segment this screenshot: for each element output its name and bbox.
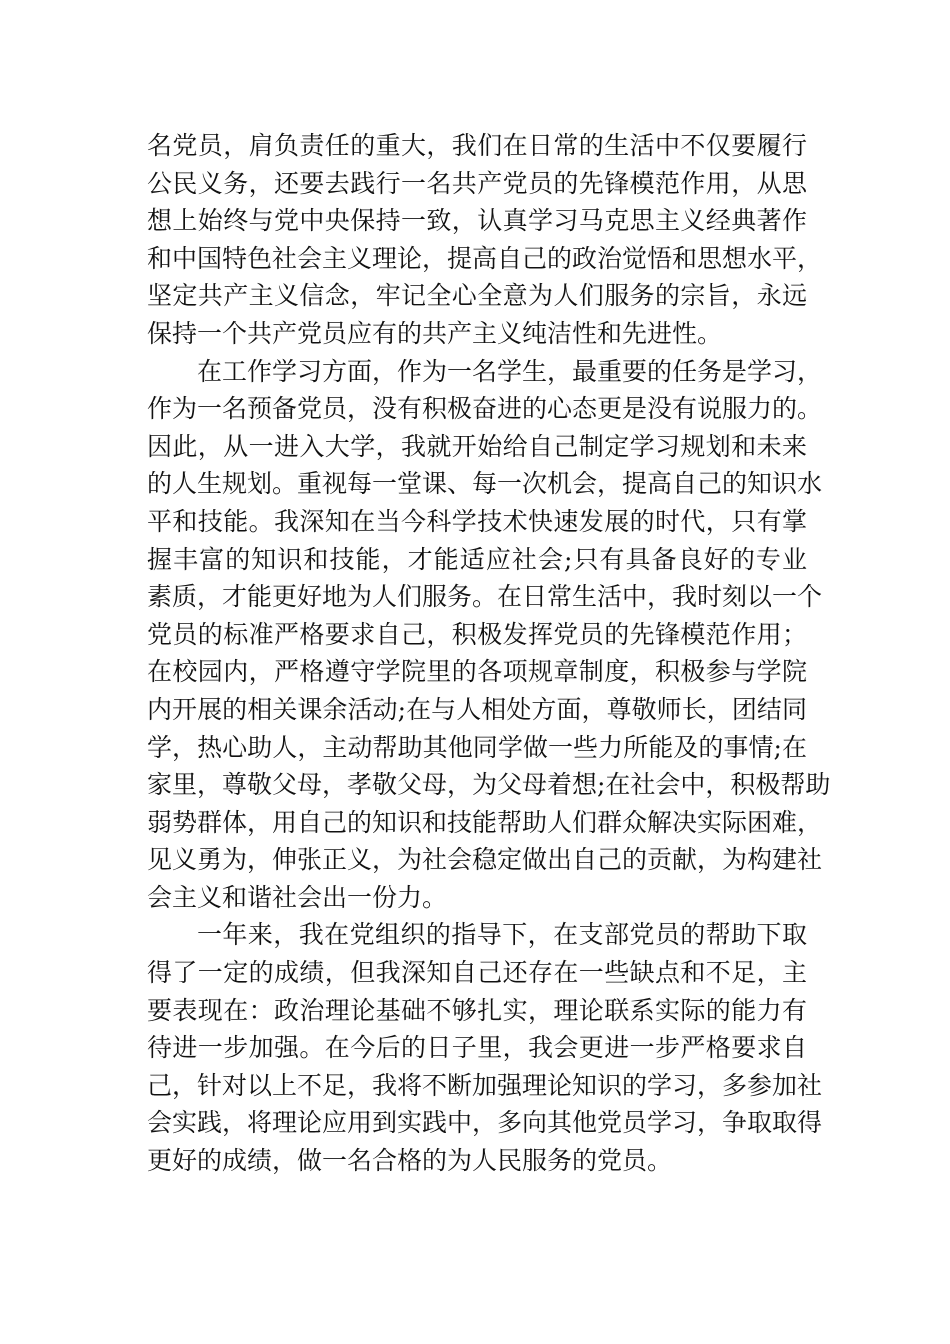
text-line: 弱势群体，用自己的知识和技能帮助人们群众解决实际困难， — [147, 807, 823, 837]
text-line: 要表现在：政治理论基础不够扎实，理论联系实际的能力有 — [147, 995, 807, 1025]
text-line: 公民义务，还要去践行一名共产党员的先锋模范作用，从思 — [147, 168, 807, 198]
document-body — [147, 127, 831, 1180]
text-line: 名党员，肩负责任的重大，我们在日常的生活中不仅要履行 — [147, 131, 807, 160]
text-line: 更好的成绩，做一名合格的为人民服务的党员。 — [147, 1146, 673, 1176]
text-line: 家里，尊敬父母，孝敬父母，为父母着想;在社会中，积极帮助 — [147, 770, 831, 800]
text-line: 己，针对以上不足，我将不断加强理论知识的学习，多参加社 — [147, 1070, 823, 1100]
paragraph-1 — [147, 127, 823, 353]
text-line: 党员的标准严格要求自己，积极发挥党员的先锋模范作用； — [147, 619, 807, 649]
text-line: 因此，从一进入大学，我就开始给自己制定学习规划和未来 — [147, 431, 807, 461]
text-line: 学，热心助人，主动帮助其他同学做一些力所能及的事情;在 — [147, 732, 807, 762]
text-line: 平和技能。我深知在当今科学技术快速发展的时代，只有掌 — [147, 506, 807, 536]
text-line: 在校园内，严格遵守学院里的各项规章制度，积极参与学院 — [147, 657, 807, 687]
text-line: 想上始终与党中央保持一致，认真学习马克思主义经典著作 — [147, 206, 807, 236]
text-line: 见义勇为，伸张正义，为社会稳定做出自己的贡献，为构建社 — [147, 845, 823, 875]
text-line: 作为一名预备党员，没有积极奋进的心态更是没有说服力的。 — [147, 394, 823, 424]
text-line: 会实践，将理论应用到实践中，多向其他党员学习，争取取得 — [147, 1108, 823, 1138]
paragraph-3 — [147, 916, 823, 1179]
text-line: 握丰富的知识和技能，才能适应社会;只有具备良好的专业 — [147, 544, 807, 574]
text-line: 坚定共产主义信念，牢记全心全意为人们服务的宗旨，永远 — [147, 281, 807, 311]
text-line: 得了一定的成绩，但我深知自己还存在一些缺点和不足，主 — [147, 958, 807, 988]
text-line: 一年来，我在党组织的指导下，在支部党员的帮助下取 — [197, 920, 807, 950]
text-line: 保持一个共产党员应有的共产主义纯洁性和先进性。 — [147, 318, 723, 348]
text-line: 待进一步加强。在今后的日子里，我会更进一步严格要求自 — [147, 1033, 807, 1063]
paragraph-2 — [147, 353, 831, 917]
text-line: 素质，才能更好地为人们服务。在日常生活中，我时刻以一个 — [147, 582, 823, 612]
text-line: 和中国特色社会主义理论，提高自己的政治觉悟和思想水平， — [147, 243, 823, 273]
text-line: 会主义和谐社会出一份力。 — [147, 882, 448, 912]
text-line: 内开展的相关课余活动;在与人相处方面，尊敬师长，团结同 — [147, 694, 807, 724]
text-line: 的人生规划。重视每一堂课、每一次机会，提高自己的知识水 — [147, 469, 823, 499]
text-line: 在工作学习方面，作为一名学生，最重要的任务是学习， — [197, 356, 823, 386]
